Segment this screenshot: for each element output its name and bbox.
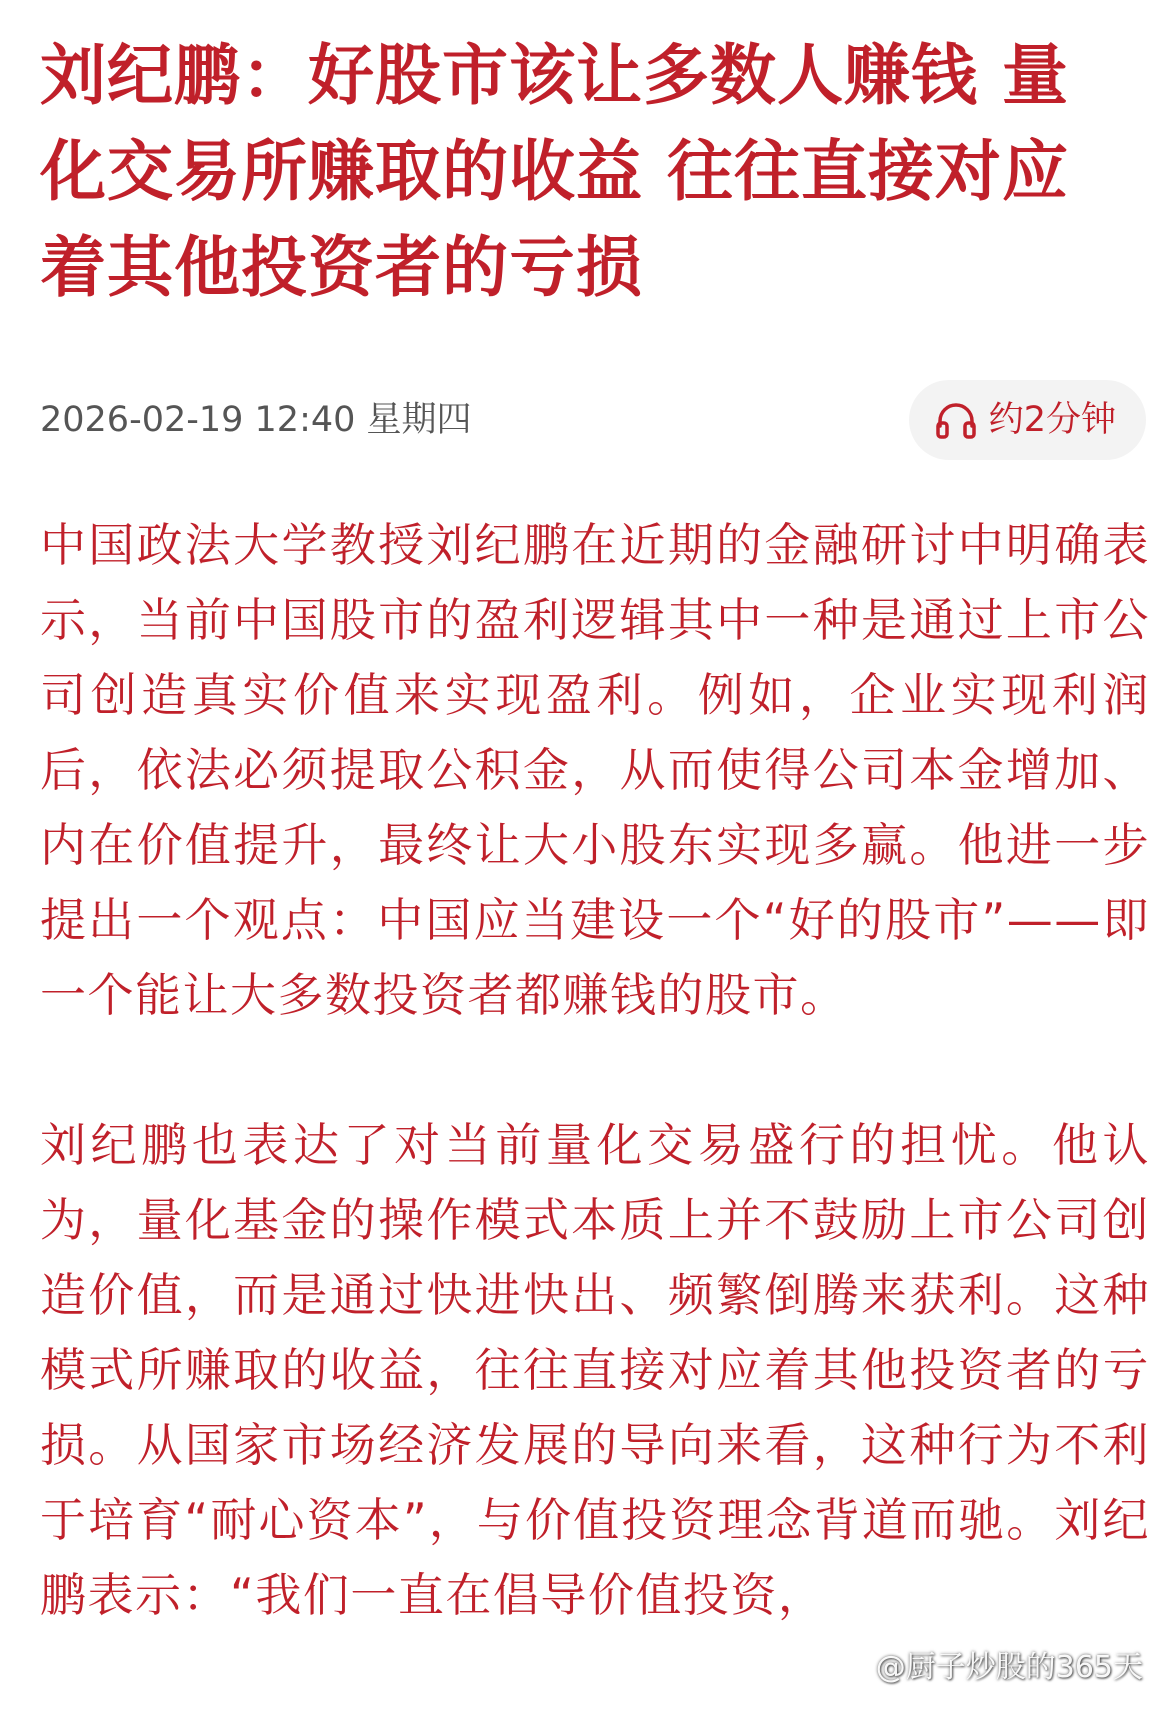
article-paragraph: 刘纪鹏也表达了对当前量化交易盛行的担忧。他认为，量化基金的操作模式本质上并不鼓励上市公司创造价值，而是通过快进快出、频繁倒腾来获利。这种模式所赚取的收益，往往直接对应着其他投资者的亏损。从国家市场经济发展的导向来看，这种行为不利于培育“耐心资本”，与价值投资理念背道而驰。刘纪鹏表示：“我们一直在倡导价值投资， <box>40 1118 1150 1622</box>
listen-duration-button[interactable] <box>909 380 1146 460</box>
article-title: 刘纪鹏：好股市该让多数人赚钱 量化交易所赚取的收益 往往直接对应着其他投资者的亏损 <box>40 37 1069 306</box>
watermark-text: @厨子炒股的365天 <box>875 1650 1143 1685</box>
article-body <box>40 508 1150 1633</box>
watermark <box>876 1648 1143 1688</box>
headphones-icon <box>935 400 977 440</box>
article-meta <box>40 380 1146 460</box>
article-paragraph: 中国政法大学教授刘纪鹏在近期的金融研讨中明确表示，当前中国股市的盈利逻辑其中一种是通过上市公司创造真实价值来实现盈利。例如，企业实现利润后，依法必须提取公积金，从而使得公司本金增加、内在价值提升，最终让大小股东实现多赢。他进一步提出一个观点：中国应当建设一个“好的股市”——即一个能让大多数投资者都赚钱的股市。 <box>40 518 1150 1022</box>
listen-duration-label: 约2分钟 <box>988 400 1116 440</box>
publish-date: 2026-02-19 12:40 星期四 <box>40 400 472 440</box>
